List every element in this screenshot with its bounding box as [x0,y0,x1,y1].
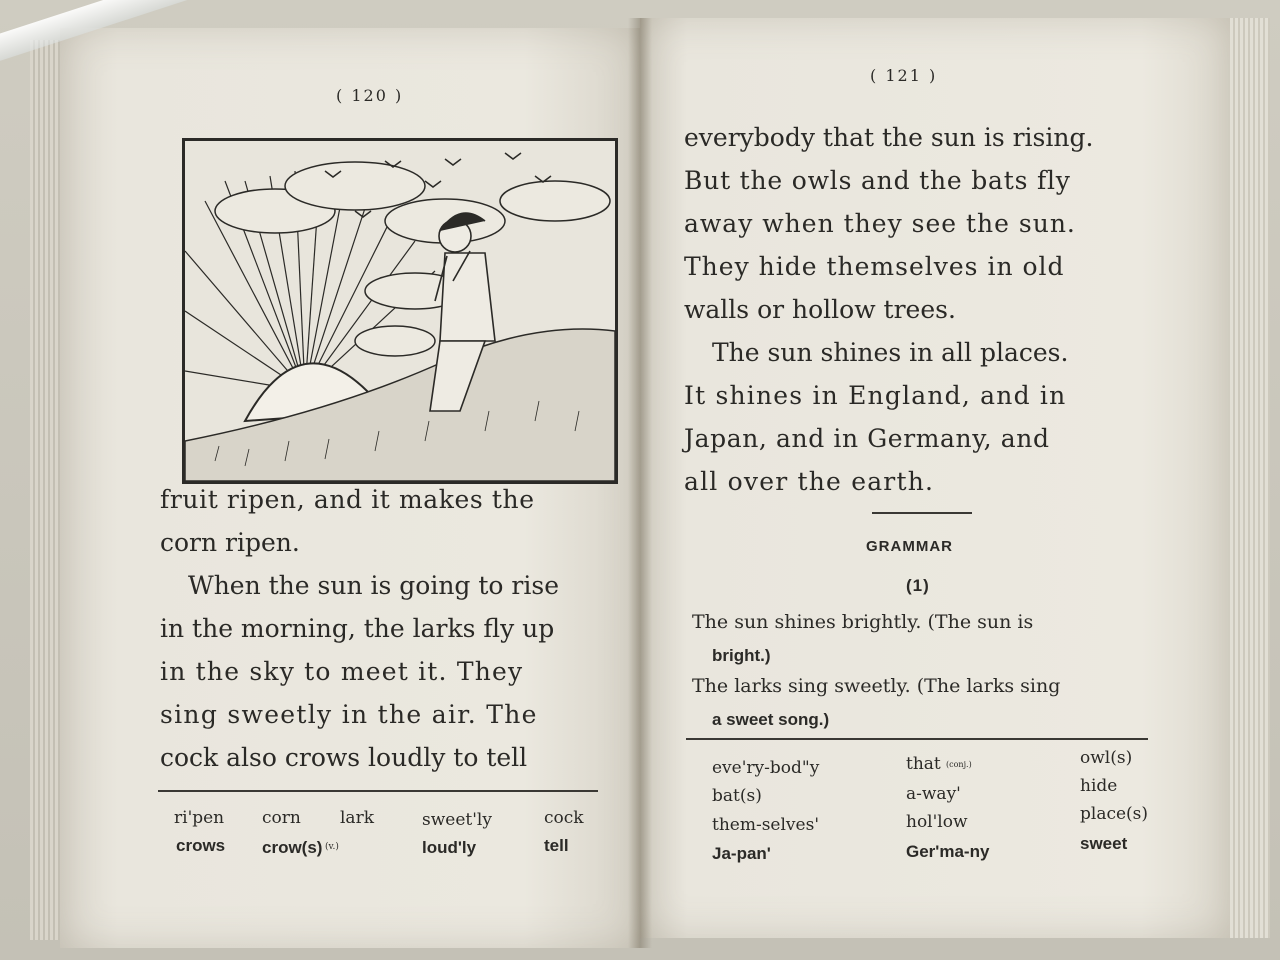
sunrise-illustration [182,138,618,484]
book-spine [628,18,652,948]
vocab-word: cock [544,808,584,828]
right-line-7: It shines in England, and in [684,381,1067,410]
left-vocab-divider [158,790,598,792]
vocab-word: hol'low [906,812,968,832]
vocab-word: lark [340,808,374,828]
grammar-line-4: a sweet song.) [712,710,830,729]
vocab-word: place(s) [1080,804,1149,824]
vocab-word: (conj.) [946,760,972,769]
left-line-7: cock also crows loudly to tell [160,743,528,772]
right-page-body [684,116,1093,503]
vocab-word: them-selves' [712,815,819,835]
right-line-2: But the owls and the bats fly [684,166,1071,195]
vocab-word: a-way' [906,784,961,804]
grammar-line-3: The larks sing sweetly. (The larks sing [692,675,1061,697]
left-line-2: corn ripen. [160,528,300,557]
left-line-6: sing sweetly in the air. The [160,700,538,729]
right-line-6: The sun shines in all places. [712,338,1069,367]
right-line-8: Japan, and in Germany, and [684,424,1050,453]
vocab-word: ri'pen [174,808,225,828]
vocab-word: (v.) [325,842,339,852]
vocab-word: eve'ry-bod"y [712,758,820,778]
vocab-word: hide [1080,776,1118,796]
right-vocab-divider [686,738,1148,740]
vocab-word: tell [544,836,569,855]
right-line-5: walls or hollow trees. [684,295,956,324]
vocab-word: loud'ly [422,838,477,857]
right-line-1: everybody that the sun is rising. [684,123,1094,152]
vocab-word: corn [262,808,301,828]
vocab-word: crows [176,836,226,855]
vocab-word: that [906,754,941,774]
left-page-body [160,478,559,779]
vocab-word: Ger'ma-ny [906,842,990,861]
grammar-line-1: The sun shines brightly. (The sun is [692,611,1034,633]
vocab-word: Ja-pan' [712,844,771,863]
sunrise-drawing-icon [185,141,615,481]
grammar-heading: GRAMMAR [866,538,953,555]
left-page-number: ( 120 ) [336,86,404,105]
vocab-word: bat(s) [712,786,762,806]
left-line-1: fruit ripen, and it makes the [160,485,535,514]
left-line-5: in the sky to meet it. They [160,657,524,686]
section-divider [872,512,972,514]
vocab-word: sweet [1080,834,1128,853]
right-line-4: They hide themselves in old [684,252,1065,281]
left-line-3: When the sun is going to rise [188,571,559,600]
vocab-word: owl(s) [1080,748,1133,768]
vocab-word: crow(s) [262,838,323,857]
right-line-3: away when they see the sun. [684,209,1076,238]
left-line-4: in the morning, the larks fly up [160,614,555,643]
grammar-line-2: bright.) [712,646,771,665]
vocab-word: sweet'ly [422,810,492,830]
right-line-9: all over the earth. [684,467,935,496]
grammar-number: (1) [906,576,930,595]
right-page-number: ( 121 ) [870,66,938,85]
